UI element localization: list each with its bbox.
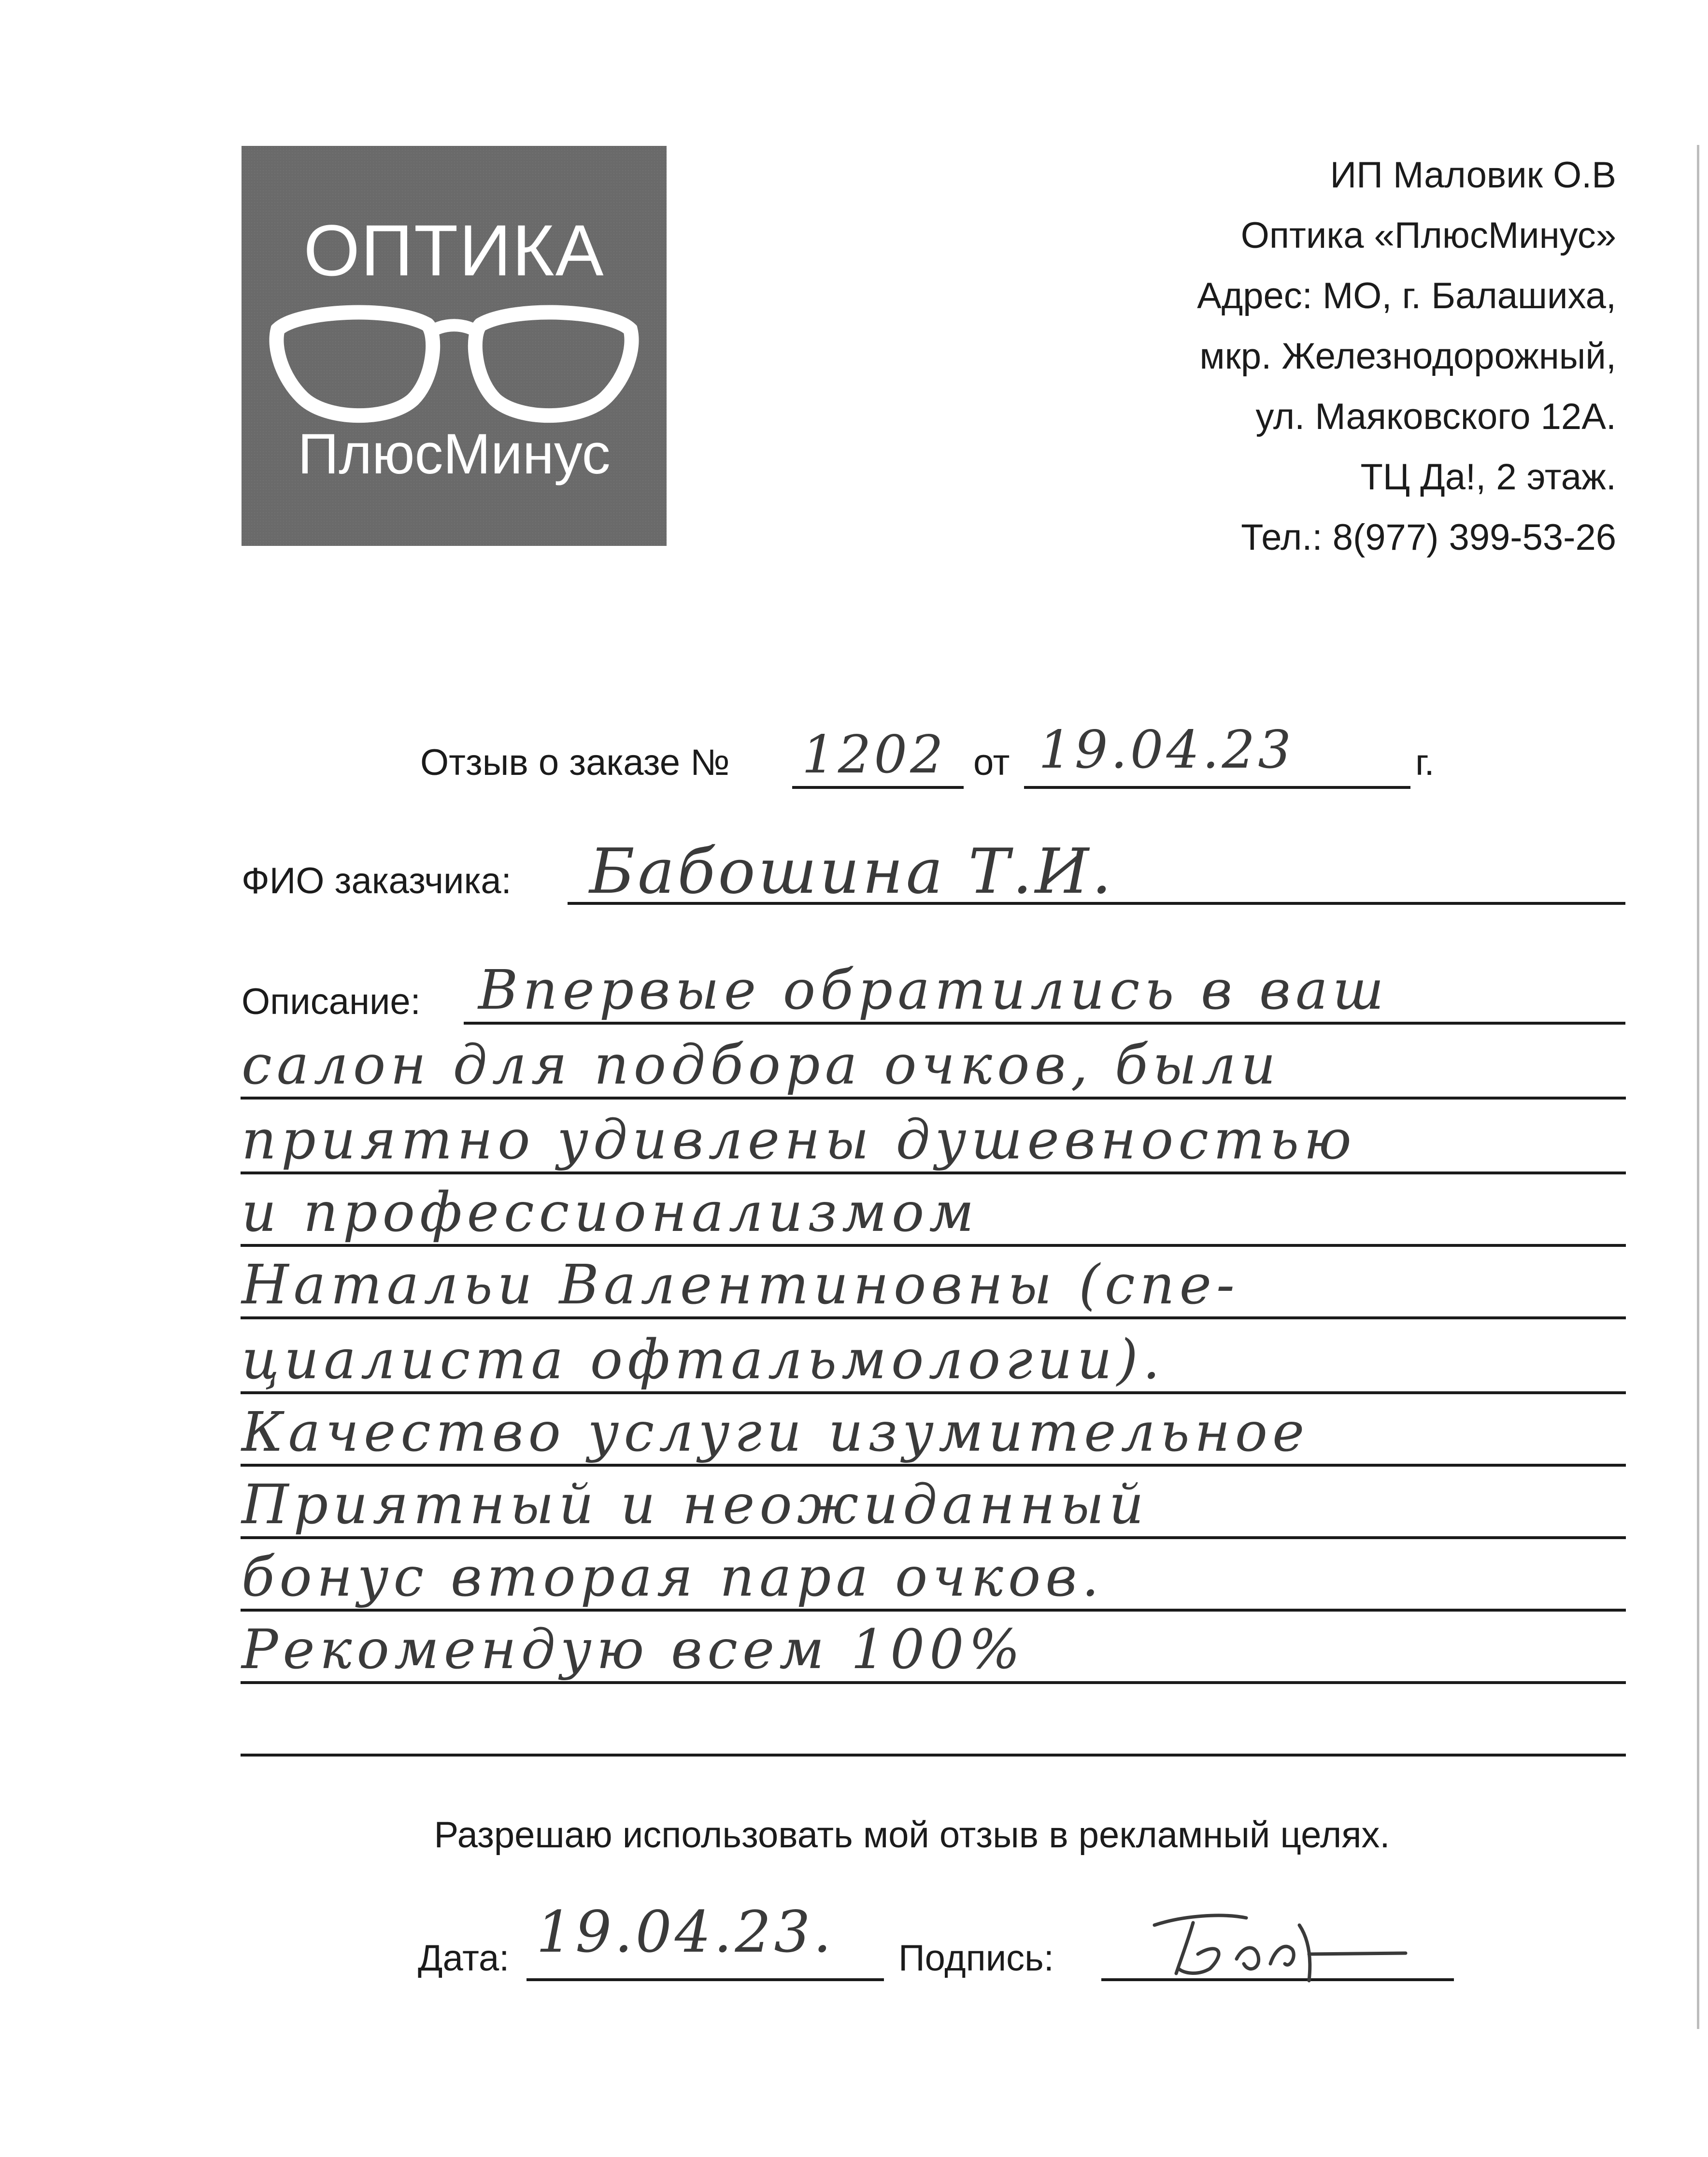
- description-line-text[interactable]: и профессионализмом: [242, 1181, 979, 1244]
- logo-bottom-text: ПлюсМинус: [298, 422, 611, 486]
- description-line-text[interactable]: Натальи Валентиновны (спе-: [242, 1254, 1239, 1316]
- address-line: ул. Маяковского 12А.: [1255, 396, 1616, 437]
- description-rule: [241, 1609, 1626, 1612]
- address-line: Оптика «ПлюсМинус»: [1240, 215, 1616, 256]
- date-line: [527, 1978, 884, 1981]
- address-line: ТЦ Да!, 2 этаж.: [1360, 457, 1616, 498]
- description-first-line: [464, 1022, 1625, 1025]
- description-rule: [241, 1316, 1626, 1319]
- address-line: Тел.: 8(977) 399-53-26: [1241, 517, 1616, 558]
- year-suffix: г.: [1415, 742, 1435, 783]
- from-label: от: [973, 742, 1010, 783]
- description-rule: [241, 1097, 1626, 1100]
- review-order-label: Отзыв о заказе №: [420, 742, 730, 783]
- scan-edge: [1697, 145, 1699, 2029]
- address-line: мкр. Железнодорожный,: [1199, 336, 1616, 377]
- description-rule: [241, 1464, 1626, 1467]
- description-rule: [241, 1536, 1626, 1539]
- description-rule: [241, 1244, 1626, 1247]
- description-label: Описание:: [242, 981, 421, 1022]
- company-address: [892, 145, 1616, 568]
- description-line-text[interactable]: Впервые обратились в ваш: [478, 959, 1389, 1022]
- address-line: ИП Маловик О.В: [1330, 155, 1616, 196]
- order-date-field[interactable]: 19.04.23: [1039, 720, 1294, 780]
- description-rule: [241, 1754, 1626, 1757]
- order-number-field[interactable]: 1202: [802, 725, 946, 785]
- description-line-text[interactable]: Приятный и неожиданный: [242, 1473, 1149, 1536]
- address-line: Адрес: МО, г. Балашиха,: [1197, 275, 1616, 316]
- description-line-text[interactable]: Качество услуги изумительное: [242, 1401, 1309, 1464]
- signature-label: Подпись:: [898, 1938, 1054, 1979]
- logo-top-text: ОПТИКА: [303, 210, 605, 291]
- description-rule: [241, 1171, 1626, 1174]
- customer-label: ФИО заказчика:: [242, 860, 512, 901]
- date-label: Дата:: [418, 1938, 510, 1979]
- order-date-line: [1024, 786, 1410, 789]
- description-rule: [241, 1391, 1626, 1394]
- customer-name-field[interactable]: Бабошина Т.И.: [589, 836, 1114, 908]
- description-line-text[interactable]: Рекомендую всем 100%: [242, 1618, 1025, 1681]
- order-number-line: [792, 786, 964, 789]
- signature-mark[interactable]: [1125, 1896, 1415, 1993]
- description-line-text[interactable]: бонус вторая пара очков.: [242, 1546, 1104, 1609]
- description-line-text[interactable]: салон для подбора очков, были: [242, 1034, 1281, 1097]
- optics-logo: [242, 146, 667, 546]
- glasses-icon: [268, 300, 640, 426]
- description-line-text[interactable]: приятно удивлены душевностью: [242, 1109, 1356, 1171]
- date-field[interactable]: 19.04.23.: [536, 1899, 834, 1965]
- consent-statement: Разрешаю использовать мой отзыв в рекламный целях.: [434, 1814, 1390, 1856]
- description-rule: [241, 1681, 1626, 1684]
- description-line-text[interactable]: циалиста офтальмологии).: [242, 1328, 1165, 1391]
